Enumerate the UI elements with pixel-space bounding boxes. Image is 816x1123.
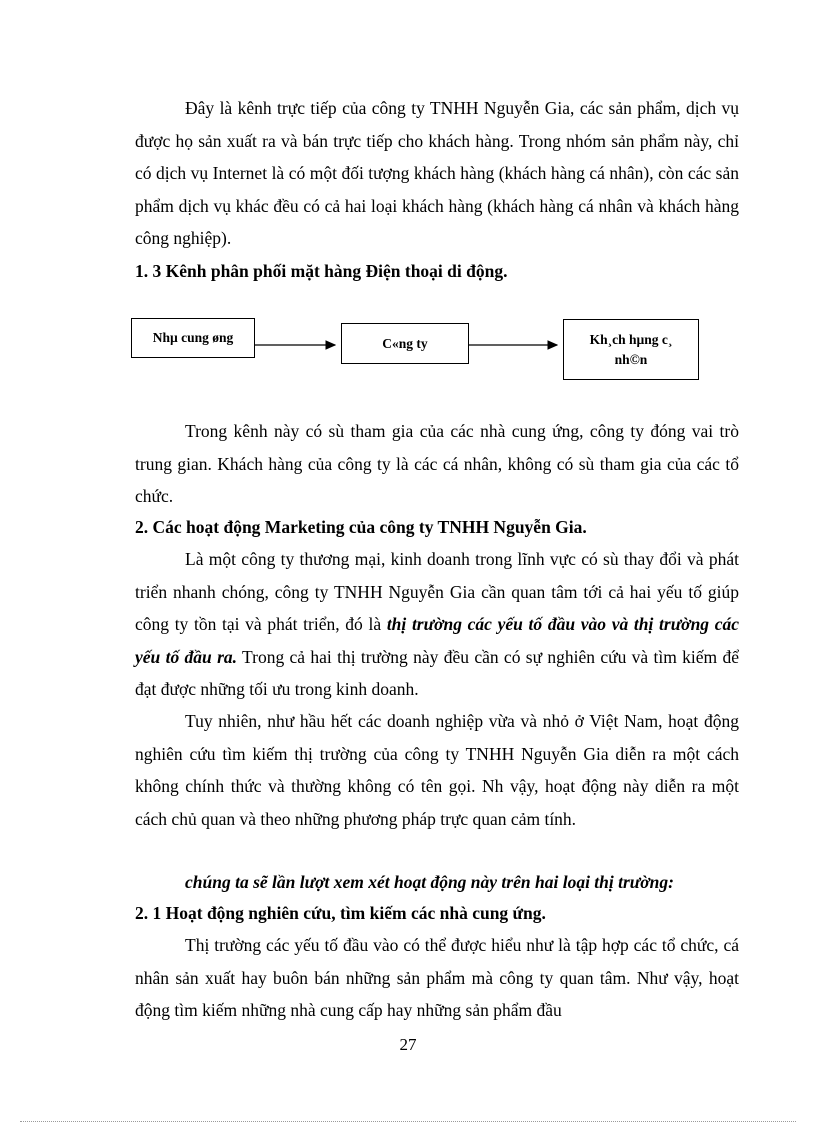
paragraph-input-market <box>135 929 739 1027</box>
diagram-box-customer-line2: nh©n <box>614 351 648 367</box>
paragraph-channel-description-text: Trong kênh này có sù tham gia của các nhà cung ứng, công ty đóng vai trò trung gian. Khách hàng của công ty là các cá nhân, không có sù tham gia của các tổ chức. <box>135 421 739 506</box>
paragraph-marketing-intro-text-a: Là một công ty thương mại, kinh doanh trong lĩnh vực có sù thay đổi và phát triển nhanh chóng, công ty TNHH Nguyễn Gia cần quan tâm tới cả hai yếu tố giúp công ty tồn tại và phát triển, đó là <box>135 549 739 634</box>
paragraph-input-market-text: Thị trường các yếu tố đầu vào có thể được hiểu như là tập hợp các tổ chức, cá nhân sản xuất hay buôn bán những sản phẩm mà công ty quan tâm. Như vậy, hoạt động tìm kiếm những nhà cung cấp hay những sản phẩm đầu <box>135 935 739 1020</box>
italic-transition-line: chúng ta sẽ lần lượt xem xét hoạt động này trên hai loại thị trường: <box>185 872 674 892</box>
paragraph-marketing-intro <box>135 543 739 706</box>
paragraph-marketing-intro-emphasis: thị trường các yếu tố đầu vào và thị trường các yếu tố đầu ra. <box>135 614 740 667</box>
heading-1-3: 1. 3 Kênh phân phối mặt hàng Điện thoại di động. <box>135 261 508 281</box>
paragraph-direct-channel-text: Đây là kênh trực tiếp của công ty TNHH Nguyễn Gia, các sản phẩm, dịch vụ được họ sản xuất ra và bán trực tiếp cho khách hàng. Trong nhóm sản phẩm này, chỉ có dịch vụ Internet là có một đối tượng khách hàng (khách hàng cá nhân), còn các sản phẩm dịch vụ khác đều có cả hai loại khách hàng (khách hàng cá nhân và khách hàng công nghiệp). <box>135 98 739 248</box>
paragraph-marketing-intro-text-b: Trong cả hai thị trường này đều cần có sự nghiên cứu và tìm kiếm để đạt được những tối ưu trong kinh doanh. <box>135 646 739 699</box>
heading-2-1: 2. 1 Hoạt động nghiên cứu, tìm kiếm các nhà cung ứng. <box>135 903 546 923</box>
heading-2: 2. Các hoạt động Marketing của công ty TNHH Nguyễn Gia. <box>135 517 587 537</box>
diagram-box-company-label: C«ng ty <box>382 335 428 351</box>
page-number: 27 <box>399 1035 417 1054</box>
paragraph-channel-description <box>135 415 739 513</box>
paragraph-research-informal <box>135 705 739 835</box>
diagram-box-customer-line1: Kh¸ch hµng c¸ <box>589 331 673 347</box>
diagram-box-supplier-label: Nhµ cung øng <box>152 330 234 345</box>
page-bottom-divider <box>20 1121 796 1122</box>
paragraph-research-informal-text: Tuy nhiên, như hầu hết các doanh nghiệp vừa và nhỏ ở Việt Nam, hoạt động nghiên cứu tìm kiếm thị trường của công ty TNHH Nguyễn Gia diễn ra một cách không chính thức và thường không có tên gọi. Nh vậy, hoạt động này diễn ra một cách chủ quan và theo những phương pháp trực quan cảm tính. <box>135 711 739 829</box>
